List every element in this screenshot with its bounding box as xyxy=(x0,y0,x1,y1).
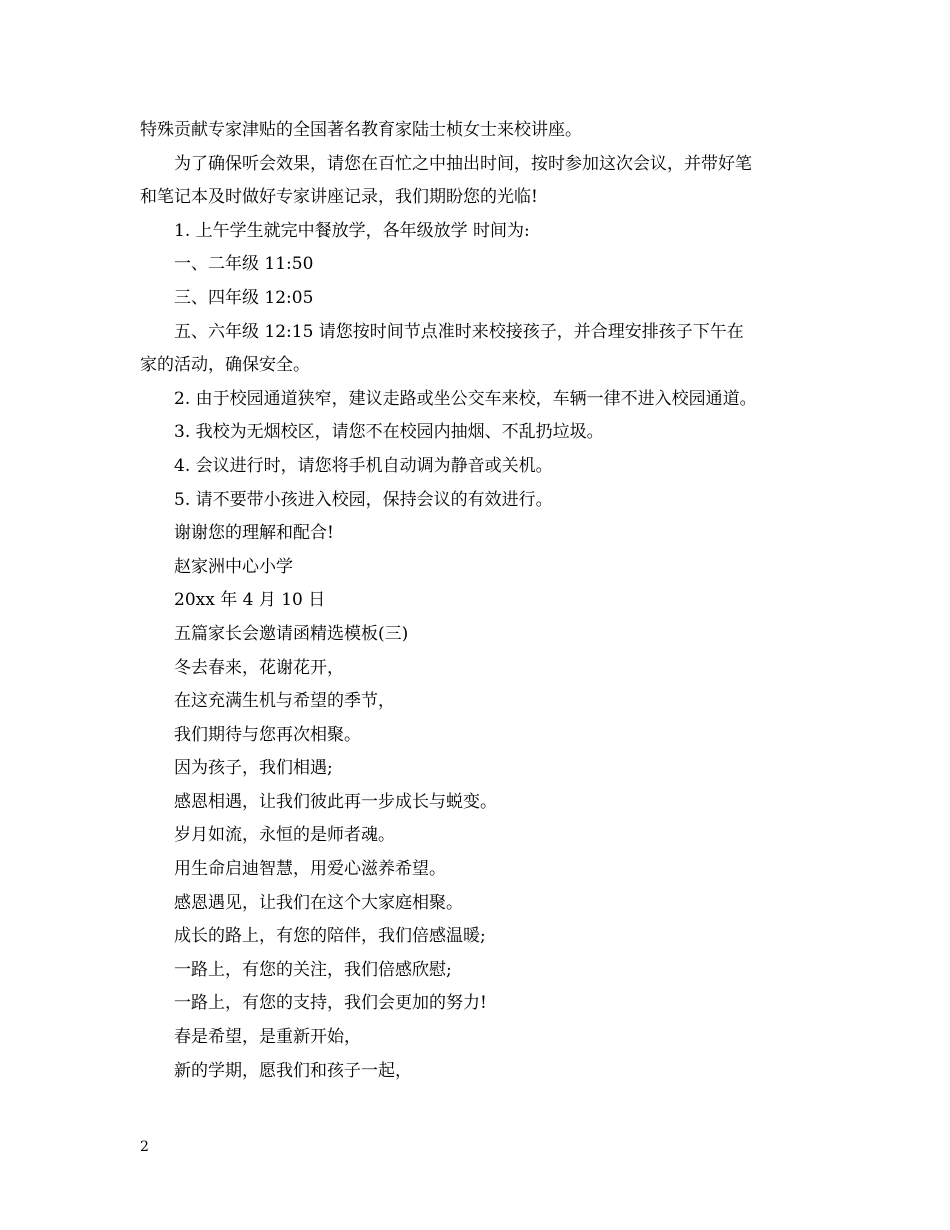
schedule-line: 三、四年级 12:05 xyxy=(174,287,314,308)
poem-line: 成长的路上，有您的陪伴，我们倍感温暖; xyxy=(174,926,486,947)
paragraph-line: 特殊贡献专家津贴的全国著名教育家陆士桢女士来校讲座。 xyxy=(140,120,582,140)
paragraph-line: 家的活动，确保安全。 xyxy=(140,355,310,376)
list-item: 1. 上午学生就完中餐放学，各年级放学 时间为: xyxy=(174,220,530,241)
paragraph-line: 和笔记本及时做好专家讲座记录，我们期盼您的光临! xyxy=(140,187,538,208)
closing-line: 谢谢您的理解和配合! xyxy=(174,523,334,544)
poem-line: 因为孩子，我们相遇; xyxy=(174,758,333,779)
paragraph-line: 为了确保听会效果，请您在百忙之中抽出时间，按时参加这次会议，并带好笔 xyxy=(174,153,752,174)
schedule-line: 一、二年级 11:50 xyxy=(174,254,314,275)
poem-line: 冬去春来，花谢花开， xyxy=(174,657,344,678)
poem-line: 岁月如流，永恒的是师者魂。 xyxy=(174,825,395,846)
section-title: 五篇家长会邀请函精选模板(三) xyxy=(174,623,409,644)
poem-line: 一路上，有您的关注，我们倍感欣慰; xyxy=(174,959,452,980)
list-item: 4. 会议进行时，请您将手机自动调为静音或关机。 xyxy=(174,455,553,476)
list-item: 5. 请不要带小孩进入校园，保持会议的有效进行。 xyxy=(174,489,553,510)
poem-line: 用生命启迪智慧，用爱心滋养希望。 xyxy=(174,859,446,880)
poem-line: 在这充满生机与希望的季节， xyxy=(174,691,395,712)
list-item: 3. 我校为无烟校区，请您不在校园内抽烟、不乱扔垃圾。 xyxy=(174,422,604,443)
poem-line: 一路上，有您的支持，我们会更加的努力! xyxy=(174,993,487,1014)
page-number: 2 xyxy=(140,1139,149,1155)
poem-line: 感恩遇见，让我们在这个大家庭相聚。 xyxy=(174,892,463,913)
schedule-line: 五、六年级 12:15 请您按时间节点准时来校接孩子，并合理安排孩子下午在 xyxy=(174,321,744,342)
signature-school: 赵家洲中心小学 xyxy=(174,556,293,577)
signature-date: 20xx 年 4 月 10 日 xyxy=(174,590,326,611)
poem-line: 感恩相遇，让我们彼此再一步成长与蜕变。 xyxy=(174,791,497,812)
list-item: 2. 由于校园通道狭窄，建议走路或坐公交车来校，车辆一律不进入校园通道。 xyxy=(174,388,757,409)
poem-line: 我们期待与您再次相聚。 xyxy=(174,724,361,745)
document-body xyxy=(140,114,815,1088)
poem-line: 春是希望，是重新开始， xyxy=(174,1027,361,1048)
poem-line: 新的学期，愿我们和孩子一起， xyxy=(174,1060,412,1081)
